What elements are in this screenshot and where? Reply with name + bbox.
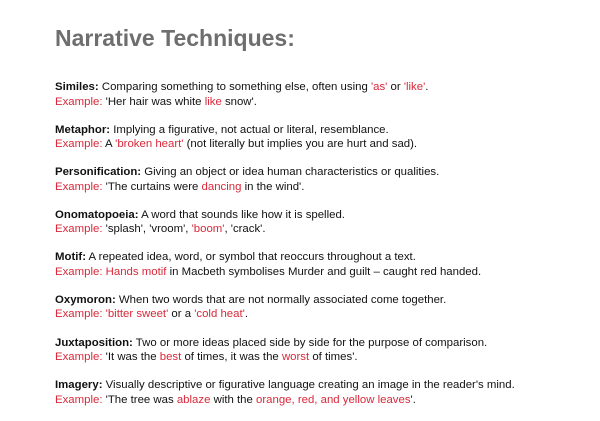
example-line — [55, 180, 595, 195]
example-text: in Macbeth symbolises Murder and guilt – caught red handed. — [166, 265, 482, 278]
technique-term: Juxtaposition: — [55, 336, 133, 349]
example-text: 'The tree was — [102, 393, 177, 406]
technique-term: Imagery: — [55, 379, 103, 392]
example-label: Example: — [55, 308, 103, 321]
technique-term: Personification: — [55, 166, 142, 179]
example-text: snow'. — [221, 95, 257, 108]
definition-line — [55, 123, 595, 138]
example-text: with the — [210, 393, 257, 406]
definition-text: Comparing something to something else, often using — [98, 81, 371, 93]
definition-text: A word that sounds like how it is spelled. — [138, 208, 345, 221]
example-line — [55, 307, 595, 322]
example-line — [55, 137, 595, 152]
example-text: . — [244, 308, 248, 321]
technique-entry — [55, 293, 595, 336]
definition-line — [55, 208, 595, 223]
example-text: 'Her hair was white — [102, 95, 205, 108]
technique-entry — [55, 378, 595, 421]
highlighted-text: worst — [281, 351, 310, 364]
highlighted-text: 'bitter sweet' — [105, 308, 169, 321]
highlighted-text: 'boom' — [191, 223, 225, 236]
example-text: A — [102, 138, 116, 151]
technique-term: Oxymoron: — [55, 293, 116, 306]
technique-entry — [55, 336, 595, 379]
example-line — [55, 222, 595, 237]
example-line — [55, 265, 595, 280]
example-text: '. — [410, 393, 416, 406]
highlighted-text: like — [204, 95, 222, 108]
example-text: (not literally but implies you are hurt and sad). — [183, 138, 418, 151]
highlighted-text: 'as' — [370, 81, 388, 93]
example-label: Example: — [55, 180, 103, 193]
highlighted-text: 'cold heat' — [194, 308, 245, 321]
example-label: Example: — [55, 95, 103, 108]
definition-line — [55, 250, 595, 265]
definition-text: Two or more ideas placed side by side for the purpose of comparison. — [132, 336, 488, 349]
technique-entry — [55, 208, 595, 251]
highlighted-text: 'broken heart' — [115, 138, 184, 151]
example-line — [55, 95, 595, 110]
definition-line — [55, 378, 595, 393]
example-text: of times'. — [309, 351, 358, 364]
technique-entry — [55, 123, 595, 166]
definition-text: or — [387, 81, 404, 93]
definition-line — [55, 293, 595, 308]
definition-line — [55, 165, 595, 180]
example-text: 'splash', 'vroom', — [102, 223, 192, 236]
technique-term: Similes: — [55, 81, 99, 93]
highlighted-text: ablaze — [176, 393, 211, 406]
example-text: 'The curtains were — [102, 180, 202, 193]
technique-term: Metaphor: — [55, 123, 111, 136]
technique-term: Motif: — [55, 251, 86, 264]
technique-list — [55, 80, 595, 421]
example-text: , 'crack'. — [224, 223, 266, 236]
definition-text: Implying a figurative, not actual or literal, resemblance. — [110, 123, 389, 136]
definition-text: When two words that are not normally associated come together. — [115, 293, 447, 306]
definition-text: Giving an object or idea human characteristics or qualities. — [141, 166, 440, 179]
example-text: in the wind'. — [241, 180, 305, 193]
highlighted-text: Hands motif — [102, 265, 167, 278]
highlighted-text: best — [159, 351, 182, 364]
example-label: Example: — [55, 138, 103, 151]
example-label: Example: — [55, 223, 103, 236]
technique-entry — [55, 80, 595, 123]
technique-entry — [55, 165, 595, 208]
example-text: or a — [168, 308, 195, 321]
example-line — [55, 350, 595, 365]
example-text: of times, it was the — [181, 351, 282, 364]
technique-term: Onomatopoeia: — [55, 208, 139, 221]
definition-text: . — [425, 81, 429, 93]
definition-text: A repeated idea, word, or symbol that reoccurs throughout a text. — [86, 251, 416, 264]
technique-entry — [55, 250, 595, 293]
definition-line — [55, 336, 595, 351]
highlighted-text: orange, red, and yellow leaves — [256, 393, 411, 406]
definition-line — [55, 80, 595, 95]
highlighted-text: 'like' — [403, 81, 426, 93]
example-label: Example: — [55, 393, 103, 406]
example-label: Example: — [55, 265, 103, 278]
highlighted-text: dancing — [201, 180, 242, 193]
definition-text: Visually descriptive or figurative language creating an image in the reader's mind. — [102, 379, 515, 392]
example-label: Example: — [55, 351, 103, 364]
page-title: Narrative Techniques: — [55, 25, 295, 51]
example-text: 'It was the — [102, 351, 160, 364]
